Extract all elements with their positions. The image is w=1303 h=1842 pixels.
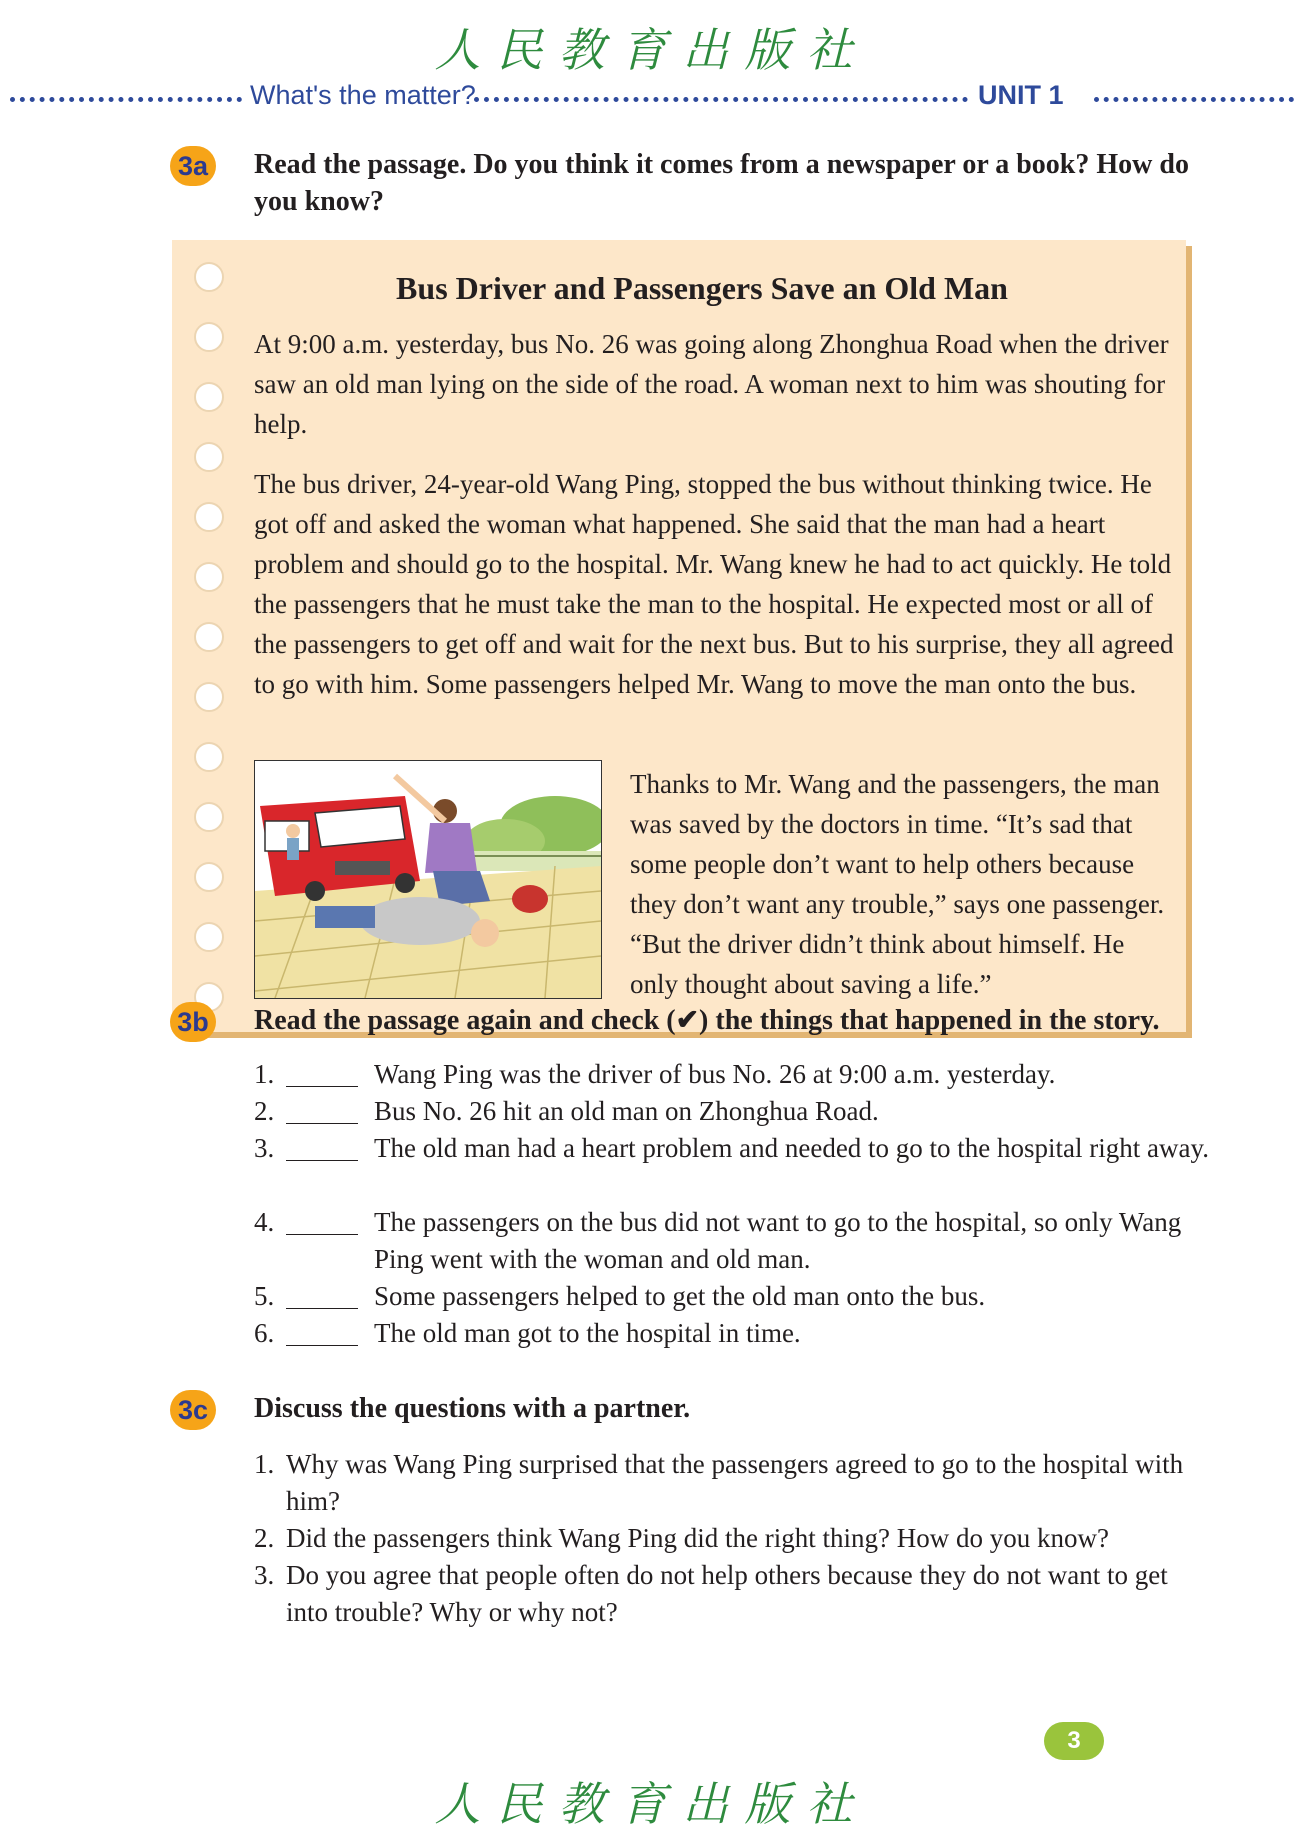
check-item-number: 6. — [254, 1318, 275, 1348]
page-header — [0, 78, 1303, 118]
question-text: Why was Wang Ping surprised that the passengers agreed to go to the hospital with him? — [286, 1449, 1184, 1516]
discussion-question — [254, 1520, 1204, 1557]
question-number: 1. — [254, 1449, 275, 1479]
badge-3a: 3a — [170, 146, 216, 186]
check-item-text: The old man got to the hospital in time. — [374, 1318, 801, 1348]
badge-3c: 3c — [170, 1390, 216, 1430]
check-blank[interactable] — [286, 1086, 358, 1087]
check-item-number: 2. — [254, 1096, 275, 1126]
story-paragraph-1: At 9:00 a.m. yesterday, bus No. 26 was going along Zhonghua Road when the driver saw an old man lying on the side of the road. A woman next to him was shouting for help. — [254, 329, 1169, 439]
check-item-text: Some passengers helped to get the old man onto the bus. — [374, 1281, 986, 1311]
check-blank[interactable] — [286, 1308, 358, 1309]
notebook-hole — [194, 802, 224, 832]
discussion-question — [254, 1446, 1204, 1520]
header-dots-left — [10, 97, 242, 102]
check-item — [254, 1204, 1214, 1278]
check-blank[interactable] — [286, 1160, 358, 1161]
check-item — [254, 1315, 1214, 1352]
publisher-logo-bottom: 人民教育出版社 — [434, 1777, 869, 1831]
notebook-hole — [194, 562, 224, 592]
header-unit: UNIT 1 — [978, 80, 1064, 110]
question-number: 2. — [254, 1523, 275, 1553]
check-item-text: The passengers on the bus did not want to go to the hospital, so only Wang Ping went with the woman and old man. — [374, 1207, 1182, 1274]
check-item-number: 3. — [254, 1133, 275, 1163]
check-blank[interactable] — [286, 1234, 358, 1235]
notebook-hole — [194, 382, 224, 412]
check-item-number: 4. — [254, 1207, 275, 1237]
notebook-hole — [194, 742, 224, 772]
notebook-hole — [194, 682, 224, 712]
notebook-hole — [194, 322, 224, 352]
check-item-text: Wang Ping was the driver of bus No. 26 at 9:00 a.m. yesterday. — [374, 1059, 1056, 1089]
question-text: Do you agree that people often do not help others because they do not want to get into trouble? Why or why not? — [286, 1560, 1168, 1627]
question-number: 3. — [254, 1560, 275, 1590]
story-paragraph-3: Thanks to Mr. Wang and the passengers, the man was saved by the doctors in time. “It’s sad that some people don’t want to help others because they don’t want any trouble,” says one passenger. “But the driver didn’t think about himself. He only thought about saving a life.” — [630, 769, 1165, 999]
check-item-number: 1. — [254, 1059, 275, 1089]
notebook-hole — [194, 922, 224, 952]
story-illustration — [254, 760, 602, 999]
check-blank[interactable] — [286, 1345, 358, 1346]
check-item-text: The old man had a heart problem and needed to go to the hospital right away. — [374, 1133, 1209, 1163]
check-item — [254, 1130, 1214, 1204]
check-item — [254, 1278, 1214, 1315]
publisher-logo-top: 人民教育出版社 — [434, 23, 869, 77]
question-text: Did the passengers think Wang Ping did the right thing? How do you know? — [286, 1523, 1109, 1553]
badge-3b: 3b — [170, 1002, 216, 1042]
check-item — [254, 1056, 1214, 1093]
check-item-text: Bus No. 26 hit an old man on Zhonghua Road. — [374, 1096, 879, 1126]
header-dots-right — [1094, 97, 1294, 102]
header-title: What's the matter? — [250, 80, 476, 110]
story-paragraph-2: The bus driver, 24-year-old Wang Ping, stopped the bus without thinking twice. He got off and asked the woman what happened. She said that the man had a heart problem and should go to the hospital. Mr. Wang knew he had to act quickly. He told the passengers that he must take the man to the hospital. He expected most or all of the passengers to get off and wait for the next bus. But to his surprise, they all agreed to go with him. Some passengers helped Mr. Wang to move the man onto the bus. — [254, 469, 1174, 699]
instruction-3c: Discuss the questions with a partner. — [254, 1393, 691, 1424]
discussion-question — [254, 1557, 1204, 1631]
notebook-hole — [194, 862, 224, 892]
notebook-hole — [194, 622, 224, 652]
check-item — [254, 1093, 1214, 1130]
notebook-hole — [194, 442, 224, 472]
story-title: Bus Driver and Passengers Save an Old Man — [396, 270, 1008, 306]
check-item-number: 5. — [254, 1281, 275, 1311]
instruction-3a: Read the passage. Do you think it comes from a newspaper or a book? How do you know? — [254, 149, 1189, 217]
page-number-badge: 3 — [1044, 1722, 1104, 1760]
check-blank[interactable] — [286, 1123, 358, 1124]
instruction-3b: Read the passage again and check (✔) the things that happened in the story. — [254, 1005, 1160, 1036]
header-dots-middle — [474, 97, 968, 102]
bus-scene-illustration — [255, 761, 601, 998]
notebook-hole — [194, 502, 224, 532]
